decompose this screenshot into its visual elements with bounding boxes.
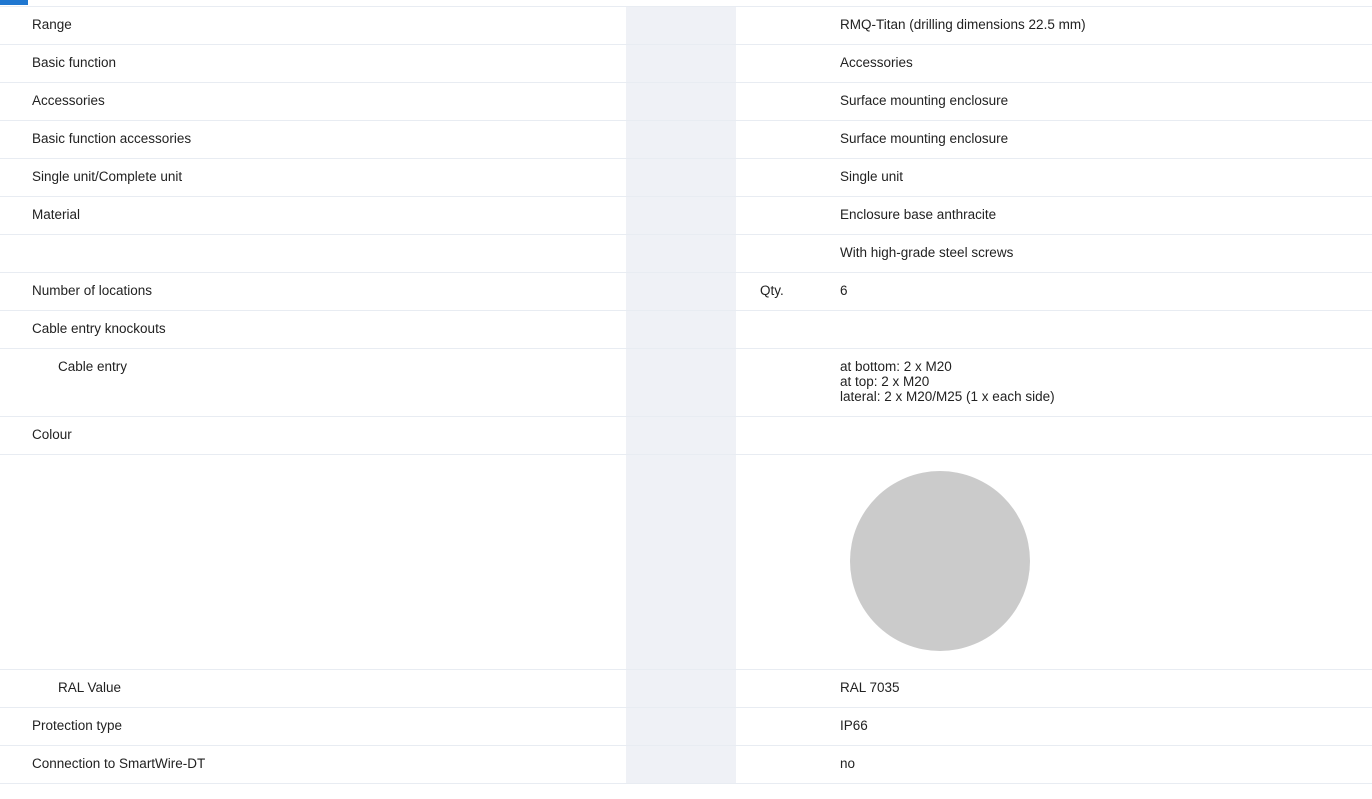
gray-column-cell [626, 197, 736, 235]
table-row [0, 197, 1372, 235]
row-value: RMQ-Titan (drilling dimensions 22.5 mm) [840, 7, 1372, 45]
gray-column-cell [626, 311, 736, 349]
gray-column-cell [626, 7, 736, 45]
row-unit [736, 7, 840, 45]
gray-column-cell [626, 159, 736, 197]
row-value: Single unit [840, 159, 1372, 197]
row-unit [736, 197, 840, 235]
row-label: Colour [0, 417, 626, 455]
row-unit [736, 45, 840, 83]
row-unit [736, 83, 840, 121]
table-row [0, 159, 1372, 197]
top-accent-bar [0, 0, 28, 5]
row-label [0, 235, 626, 273]
row-unit [736, 349, 840, 417]
row-value: Surface mounting enclosure [840, 83, 1372, 121]
colour-swatch-circle [850, 471, 1030, 651]
row-unit [736, 417, 840, 455]
table-row [0, 83, 1372, 121]
table-row [0, 311, 1372, 349]
row-value: IP66 [840, 708, 1372, 746]
row-value: With high-grade steel screws [840, 235, 1372, 273]
row-label: Cable entry knockouts [0, 311, 626, 349]
row-value: RAL 7035 [840, 670, 1372, 708]
table-row [0, 235, 1372, 273]
row-label: Basic function [0, 45, 626, 83]
colour-swatch-wrapper [840, 465, 1372, 657]
row-unit [736, 455, 840, 670]
row-value [840, 455, 1372, 670]
row-label: RAL Value [0, 670, 626, 708]
row-value: Accessories [840, 45, 1372, 83]
row-label: Connection to SmartWire-DT [0, 746, 626, 784]
row-value: no [840, 746, 1372, 784]
gray-column-cell [626, 349, 736, 417]
table-row [0, 670, 1372, 708]
row-unit [736, 670, 840, 708]
row-value: 6 [840, 273, 1372, 311]
row-value [840, 417, 1372, 455]
row-value: at bottom: 2 x M20 at top: 2 x M20 lateral: 2 x M20/M25 (1 x each side) [840, 349, 1372, 417]
row-label: Protection type [0, 708, 626, 746]
spec-table [0, 6, 1372, 784]
row-unit [736, 159, 840, 197]
gray-column-cell [626, 83, 736, 121]
row-unit [736, 311, 840, 349]
row-label: Number of locations [0, 273, 626, 311]
table-row [0, 349, 1372, 417]
gray-column-cell [626, 670, 736, 708]
gray-column-cell [626, 235, 736, 273]
table-row [0, 417, 1372, 455]
gray-column-cell [626, 121, 736, 159]
row-label: Material [0, 197, 626, 235]
gray-column-cell [626, 45, 736, 83]
row-value: Surface mounting enclosure [840, 121, 1372, 159]
row-unit [736, 708, 840, 746]
gray-column-cell [626, 708, 736, 746]
row-label [0, 455, 626, 670]
row-unit [736, 235, 840, 273]
row-label: Range [0, 7, 626, 45]
table-row [0, 45, 1372, 83]
table-row [0, 708, 1372, 746]
gray-column-cell [626, 273, 736, 311]
row-unit [736, 121, 840, 159]
table-row [0, 455, 1372, 670]
row-value [840, 311, 1372, 349]
row-label: Cable entry [0, 349, 626, 417]
table-row [0, 7, 1372, 45]
row-label: Basic function accessories [0, 121, 626, 159]
row-unit: Qty. [736, 273, 840, 311]
gray-column-cell [626, 746, 736, 784]
table-row [0, 746, 1372, 784]
row-unit [736, 746, 840, 784]
row-label: Accessories [0, 83, 626, 121]
gray-column-cell [626, 417, 736, 455]
table-row [0, 121, 1372, 159]
row-value: Enclosure base anthracite [840, 197, 1372, 235]
table-row [0, 273, 1372, 311]
row-label: Single unit/Complete unit [0, 159, 626, 197]
gray-column-cell [626, 455, 736, 670]
